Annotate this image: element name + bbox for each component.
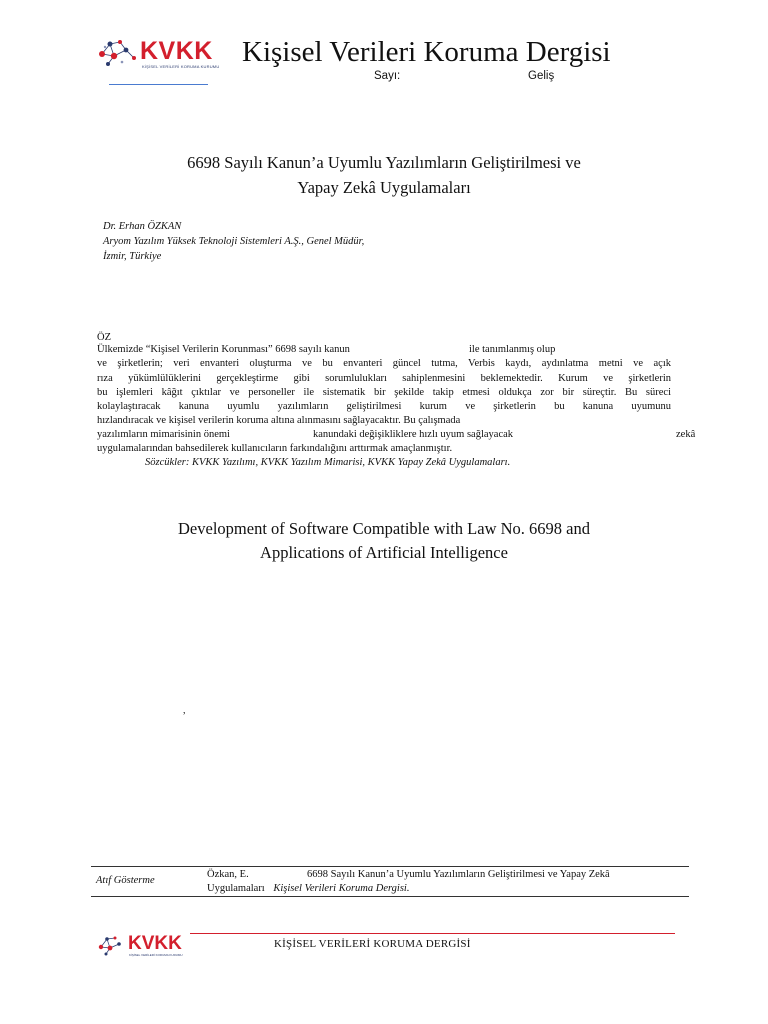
footer-journal-name: KİŞİSEL VERİLERİ KORUMA DERGİSİ <box>274 938 471 950</box>
article-title-en-line1: Development of Software Compatible with Law No. 6698 and <box>178 519 590 538</box>
logo-tagline: KİŞİSEL VERİLERİ KORUMA KURUMU <box>142 64 220 69</box>
footer-network-icon <box>97 933 129 959</box>
abstract-line-4: bu işlemleri kâğıt çıktılar ve personeller ile sistematik bir şekilde takip etmesi oldukça zor bir süreçtir. Bu süreci <box>97 387 671 398</box>
keywords: Sözcükler: KVKK Yazılımı, KVKK Yazılım Mimarisi, KVKK Yapay Zekâ Uygulamaları. <box>145 457 511 468</box>
kvkk-logo <box>96 36 221 70</box>
citation-label: Atıf Gösterme <box>96 875 155 886</box>
author-block <box>103 219 364 264</box>
citation-line-2 <box>207 882 409 895</box>
abstract-line-1 <box>97 344 671 356</box>
citation-title-end: Uygulamaları <box>207 883 265 894</box>
abstract-line-7-part-c: zekâ <box>676 429 696 440</box>
citation-rule-bottom <box>91 896 689 897</box>
author-affiliation: Aryom Yazılım Yüksek Teknoloji Sistemleri A.Ş., Genel Müdür, <box>103 236 365 247</box>
logo-wordmark: KVKK <box>140 37 213 65</box>
abstract-line-7 <box>97 429 696 441</box>
article-title-en-line2: Applications of Artificial Intelligence <box>260 543 508 562</box>
citation-title: 6698 Sayılı Kanun’a Uyumlu Yazılımların Geliştirilmesi ve Yapay Zekâ <box>307 869 610 880</box>
logo-link-underline <box>109 84 208 85</box>
article-title-tr-line2: Yapay Zekâ Uygulamaları <box>297 178 471 197</box>
author-location: İzmir, Türkiye <box>103 251 162 262</box>
abstract-line-1-part-a: Ülkemizde “Kişisel Verilerin Korunması” 6698 sayılı kanun <box>97 344 350 355</box>
journal-title: Kişisel Verileri Koruma Dergisi <box>242 36 611 68</box>
abstract-line-7-part-a: yazılımların mimarisinin önemi <box>97 429 230 440</box>
citation-journal: Kişisel Verileri Koruma Dergisi. <box>273 883 410 894</box>
footer-logo-tagline: KİŞİSEL VERİLERİ KORUMA KURUMU <box>129 953 183 957</box>
citation-rule-top <box>91 866 689 867</box>
citation-line-1 <box>207 868 683 881</box>
stray-mark: , <box>183 705 186 716</box>
abstract-line-8: uygulamalarından bahsedilerek kullanıcıların farkındalığını arttırmak amaçlanmıştır. <box>97 443 453 454</box>
abstract-line-7-part-b: kanundaki değişikliklere hızlı uyum sağlayacak <box>313 429 514 440</box>
abstract-line-3: rıza yükümlülüklerini gerçekleştirme gibi sorumlulukları sahiplenmesini beklemektedir. Kurum ve şirketlerin <box>97 373 671 384</box>
footer-logo-wordmark: KVKK <box>128 933 182 954</box>
author-name: Dr. Erhan ÖZKAN <box>103 221 182 232</box>
footer-rule <box>190 933 675 934</box>
abstract-line-1-part-b: ile tanımlanmış olup <box>469 344 556 355</box>
citation-author: Özkan, E. <box>207 869 249 880</box>
received-label: Geliş <box>528 70 555 82</box>
abstract-line-2: ve şirketlerin; veri envanteri oluşturma ve bu envanteri güncel tutma, Verbis kaydı, aydınlatma metni ve açık <box>97 358 671 369</box>
abstract-line-6: hızlandıracak ve kişisel verilerin koruma altına alınmasını sağlayacaktır. Bu çalışmada <box>97 415 461 426</box>
article-title-tr-line1: 6698 Sayılı Kanun’a Uyumlu Yazılımların Geliştirilmesi ve <box>187 153 581 172</box>
abstract-heading: ÖZ <box>97 332 111 343</box>
footer-logo <box>97 933 187 959</box>
article-title-en <box>96 517 672 565</box>
abstract-line-5: kolaylaştıracak kanuna uyumlu yazılımların geliştirilmesi kurum ve şirketlerin bu kanuna uyumunu <box>97 401 671 412</box>
article-title-tr <box>130 150 638 200</box>
network-icon <box>96 36 140 70</box>
issue-label: Sayı: <box>374 70 401 82</box>
